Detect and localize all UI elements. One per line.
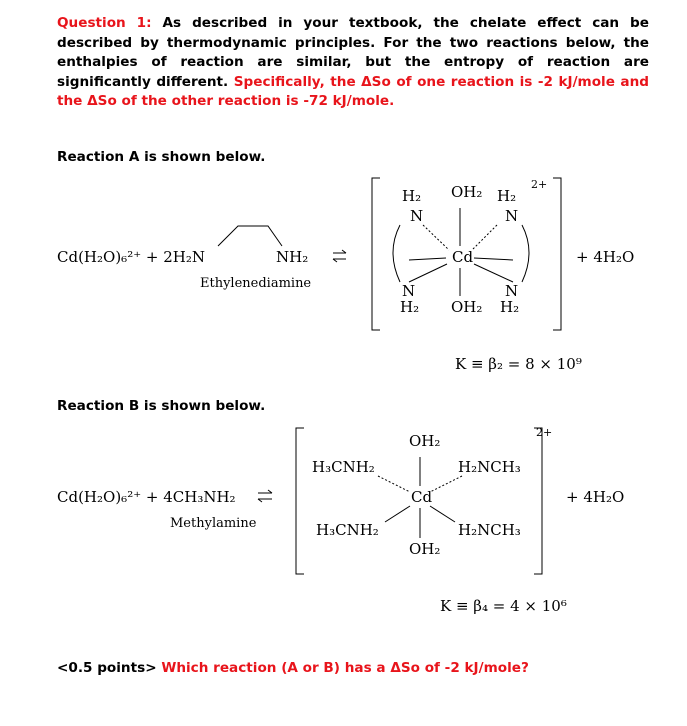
eq-arrow-b-top xyxy=(258,490,272,493)
a-chelate-left xyxy=(393,225,400,282)
eq-arrow-b-bottom xyxy=(258,499,272,502)
question-prefix: Question 1: xyxy=(57,15,152,31)
reaction-b-products: + 4H₂O xyxy=(566,488,625,506)
reaction-a-label: Reaction A is shown below. xyxy=(57,149,266,165)
reaction-b-k: K ≡ β₄ = 4 × 10⁶ xyxy=(440,597,567,615)
prompt-text: Which reaction (A or B) has a ΔSo of -2 kJ/mole? xyxy=(161,660,529,676)
b-bond-hash-left xyxy=(378,476,410,492)
a-bond-hash-right xyxy=(472,225,497,250)
points-label: <0.5 points> xyxy=(57,660,157,676)
a-oh2-top: OH₂ xyxy=(451,183,483,201)
bracket-b-left xyxy=(296,428,304,574)
eq-arrow-a-bottom xyxy=(333,259,346,262)
a-bond-wedge-left xyxy=(409,258,447,282)
a-bot-left-n: N xyxy=(402,282,416,300)
b-oh2-bottom: OH₂ xyxy=(409,540,441,558)
reaction-b-reactants: Cd(H₂O)₆²⁺ + 4CH₃NH₂ xyxy=(57,488,236,506)
a-top-left-h2: H₂ xyxy=(402,187,422,205)
reaction-a-reactants: Cd(H₂O)₆²⁺ + 2H₂N xyxy=(57,248,205,266)
bracket-b-right xyxy=(534,428,542,574)
a-top-right-h2: H₂ xyxy=(497,187,517,205)
reaction-b-charge: 2+ xyxy=(536,426,553,439)
a-bot-right-n: N xyxy=(505,282,519,300)
reaction-a-products: + 4H₂O xyxy=(576,248,635,266)
a-oh2-bottom: OH₂ xyxy=(451,298,483,316)
a-top-right-n: N xyxy=(505,207,519,225)
bracket-a-right xyxy=(553,178,561,330)
a-bond-hash-left xyxy=(423,225,449,250)
b-bond-right-lower xyxy=(430,506,455,522)
reaction-b-label: Reaction B is shown below. xyxy=(57,398,266,414)
b-bond-hash-right xyxy=(430,476,462,492)
b-bot-right: H₂NCH₃ xyxy=(458,521,521,539)
bracket-a-left xyxy=(372,178,380,330)
eq-arrow-a-top xyxy=(333,250,346,253)
b-bot-left: H₃CNH₂ xyxy=(316,521,379,539)
reaction-b-ligand-name: Methylamine xyxy=(170,516,257,531)
b-top-right: H₂NCH₃ xyxy=(458,458,521,476)
ethylene-bond-line xyxy=(218,226,282,246)
reaction-a-charge: 2+ xyxy=(531,178,548,191)
a-bond-wedge-right xyxy=(474,258,513,282)
reaction-a-nh2: NH₂ xyxy=(276,248,309,266)
reaction-a-k: K ≡ β₂ = 8 × 10⁹ xyxy=(455,355,582,373)
reaction-a-ligand-name: Ethylenediamine xyxy=(200,276,312,291)
b-cd: Cd xyxy=(411,488,433,506)
question-text: As described in your textbook, the chelate effect can be described by thermodynamic principles. For the two reactions below, the enthalpies of reaction are similar, but the entropy of reaction are significantly different. xyxy=(57,15,650,90)
b-oh2-top: OH₂ xyxy=(409,432,441,450)
question-emphasis: Specifically, the ΔSo of one reaction is -2 kJ/mole and the ΔSo of the other reaction is -72 kJ/mole. xyxy=(57,73,649,109)
b-bond-left-lower xyxy=(385,506,410,522)
a-bot-left-h2: H₂ xyxy=(400,298,420,316)
a-cd: Cd xyxy=(452,248,474,266)
b-top-left: H₃CNH₂ xyxy=(312,458,375,476)
a-chelate-right xyxy=(522,225,529,282)
a-top-left-n: N xyxy=(410,207,424,225)
a-bot-right-h2: H₂ xyxy=(500,298,520,316)
